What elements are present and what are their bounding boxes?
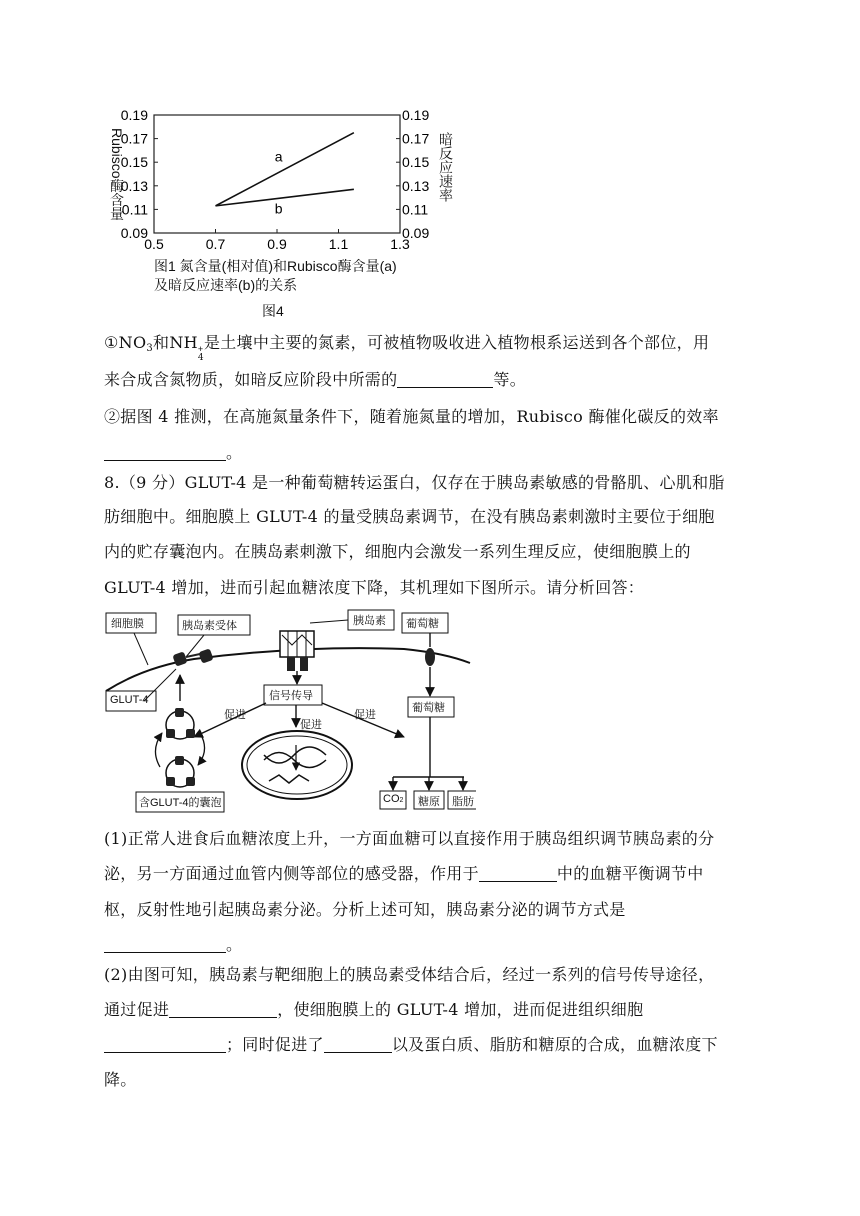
label-glut4: GLUT-4 [110, 694, 149, 706]
y-right-tick-label: 0.13 [402, 177, 430, 194]
figure-caption-line-2: 及暗反应速率(b)的关系 [154, 277, 298, 293]
q7-part1-line1 [104, 326, 754, 366]
circled-one: ① [104, 333, 119, 352]
q8-1-line3: 枢，反射性地引起胰岛素分泌。分析上述可知，胰岛素分泌的调节方式是 [104, 900, 626, 919]
x-tick-label: 0.7 [205, 236, 226, 252]
y-right-tick-label: 0.15 [402, 154, 430, 171]
series-line-b [216, 189, 354, 206]
answer-blank-3[interactable] [479, 863, 557, 882]
answer-blank-1[interactable] [397, 369, 493, 388]
figure-4 [100, 100, 460, 330]
y-left-tick-label: 0.19 [120, 107, 148, 123]
label-co2: CO2 [383, 793, 404, 805]
left-axis-label: Rubisco酶含量 [109, 128, 125, 221]
x-tick-label: 0.5 [144, 236, 164, 252]
q8-2-line1: (2)由图可知，胰岛素与靶细胞上的胰岛素受体结合后，经过一系列的信号传导途径， [104, 965, 715, 984]
answer-blank-7[interactable] [324, 1034, 392, 1053]
q7-part2-line2: 。 [104, 436, 754, 470]
glut4-membrane-icon [172, 648, 213, 666]
y-left-tick-label: 0.15 [120, 154, 148, 171]
y-left-tick-label: 0.09 [120, 225, 148, 241]
q7-part1-text: 是土壤中主要的氮素，可被植物吸收进入植物根系运送到各个部位，用 [203, 333, 710, 352]
answer-blank-4[interactable] [104, 934, 226, 953]
q8-2-line4: 降。 [104, 1070, 137, 1089]
answer-blank-6[interactable] [104, 1034, 226, 1053]
q8-2-line2: 通过促进 ，使细胞膜上的 GLUT-4 增加，进而促进组织细胞 [104, 1000, 644, 1019]
q8-intro-line3: 内的贮存囊泡内。在胰岛素刺激下，细胞内会激发一系列生理反应，使细胞膜上的 [104, 542, 691, 561]
figure-label: 图4 [262, 303, 284, 319]
q8-1-line1: (1)正常人进食后血糖浓度上升，一方面血糖可以直接作用于胰岛组织调节胰岛素的分 [104, 829, 715, 848]
label-cell-membrane: 细胞膜 [111, 618, 144, 630]
series-label-b: b [274, 200, 283, 217]
label-promote-right: 促进 [354, 709, 376, 721]
series-label-a: a [274, 148, 283, 165]
label-promote-left: 促进 [224, 709, 246, 721]
q7-part2-line1: ②据图 4 推测，在高施氮量条件下，随着施氮量的增加，Rubisco 酶催化碳反的效率 [104, 407, 719, 426]
y-right-tick-label: 0.09 [402, 225, 430, 241]
glut4-mechanism-diagram [104, 605, 476, 815]
series-line-a [216, 133, 354, 206]
y-left-tick-label: 0.11 [121, 201, 148, 218]
q8-2-line3: ；同时促进了 以及蛋白质、脂肪和糖原的合成，血糖浓度下 [104, 1028, 754, 1062]
answer-blank-5[interactable] [169, 999, 277, 1018]
ammonium-formula: NH + 4 [169, 333, 204, 363]
nitrate-formula: $NO_3$ [118, 333, 154, 354]
q8-intro-line1: 8.（9 分）GLUT-4 是一种葡萄糖转运蛋白，仅存在于胰岛素敏感的骨骼肌、心肌和脂 [104, 473, 725, 492]
q8-intro-line2: 肪细胞中。细胞膜上 GLUT-4 的量受胰岛素调节，在没有胰岛素刺激时主要位于细胞 [104, 507, 715, 526]
answer-blank-2[interactable] [104, 442, 226, 461]
y-left-tick-label: 0.17 [120, 130, 148, 147]
label-glycogen: 糖原 [418, 796, 440, 808]
q8-intro-line4: GLUT-4 增加，进而引起血糖浓度下降，其机理如下图所示。请分析回答： [104, 578, 645, 597]
q7-part1-line2: 来合成含氮物质，如暗反应阶段中所需的 等。 [104, 370, 527, 389]
label-glut4-vesicle: 含GLUT-4的囊泡 [139, 797, 222, 809]
label-insulin-receptor: 胰岛素受体 [182, 620, 237, 632]
nitrogen-rubisco-chart [100, 100, 460, 260]
y-right-tick-label: 0.19 [402, 107, 430, 123]
vesicle-cycle-icon [155, 708, 204, 787]
label-insulin: 胰岛素 [353, 615, 386, 627]
right-axis-label: 暗反应速率 [438, 132, 454, 202]
and-text: 和 [153, 333, 170, 352]
insulin-receptor-icon [280, 631, 314, 671]
nucleus-dna-icon [242, 731, 352, 799]
x-tick-label: 1.3 [390, 236, 410, 252]
label-glucose-inside: 葡萄糖 [412, 702, 445, 714]
q8-1-line2: 泌，另一方面通过血管内侧等部位的感受器，作用于 中的血糖平衡调节中 [104, 864, 704, 883]
label-fat: 脂肪 [452, 796, 474, 808]
q8-1-line4: 。 [104, 928, 754, 962]
label-signal-transduction: 信号传导 [269, 690, 313, 702]
y-left-tick-label: 0.13 [120, 177, 148, 194]
figure-caption-line-1: 图1 氮含量(相对值)和Rubisco酶含量(a) [154, 258, 397, 274]
x-tick-label: 1.1 [328, 236, 349, 252]
y-right-tick-label: 0.11 [402, 201, 429, 218]
x-tick-label: 0.9 [267, 236, 287, 252]
label-glucose-outside: 葡萄糖 [406, 618, 439, 630]
glucose-transporter-icon [425, 648, 435, 666]
y-right-tick-label: 0.17 [402, 130, 430, 147]
label-promote-middle: 促进 [300, 719, 322, 731]
